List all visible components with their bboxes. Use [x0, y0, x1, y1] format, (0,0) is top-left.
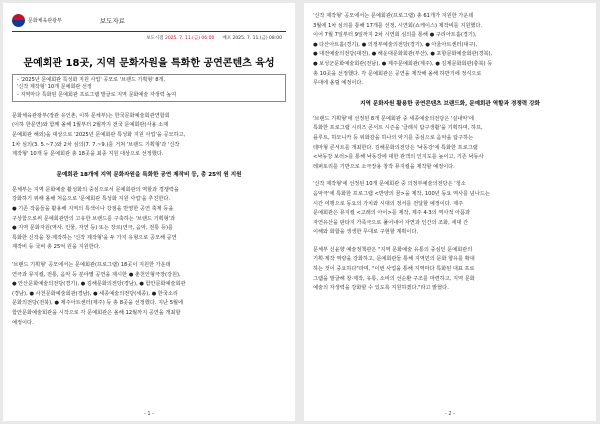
summary-line: '신작 제작형' 10개 문예회관 선정 [17, 84, 92, 91]
text-line: (경남), ● 사천문화예술회관(경남), ● 세종예술의전당(세종), ● 한국소리 [12, 290, 178, 297]
document-page-2 [304, 3, 596, 421]
text-line: 문화의전당(전북), ● 제주아트센터(제주) 등 총 8곳을 선정했다. 지난 5월에 [12, 300, 184, 307]
page-number: - 2 - [445, 411, 455, 417]
section-heading: 문예회관 18개에 지역 문화자원을 특화한 공연 제작비 등, 총 25억 원 지원 [56, 171, 242, 178]
text-line: 이해와 화합을 생생한 무대로 구현할 계획이다. [313, 229, 419, 236]
text-line: ● 기존 작품들을 활용해 지역의 특색이나 강점을 반영한 공연 축제 등을 [12, 206, 174, 213]
document-kind: 보도자료 [99, 16, 125, 25]
text-line: 강화하기 위해 올해 처음으로 '문예회관 특성화 지원 사업'을 추진한다. [12, 196, 171, 203]
text-line: 레퍼토리를 기반으로 소극장용 창작 뮤지컬을 제작할 예정이다. [313, 163, 455, 170]
body-paragraph [12, 186, 286, 253]
text-line: 하는 것이 중요하다"라며, "이번 사업을 통해 지역마다 특화된 대표 프로 [313, 266, 475, 273]
release-info [12, 35, 286, 41]
page-number: - 1 - [144, 411, 154, 417]
text-line: 문체부 신윤향 예술정책관은 "지역 문화예술 유통의 중심인 문예회관의 [313, 246, 473, 253]
text-line: ● 안산문화예술의전당(경기), ● 김해문화의전당(경남), ● 함안문화예술회관 [12, 281, 186, 288]
body-paragraph [313, 180, 587, 238]
text-line: '브랜드 기획형' 공모에서는 문예회관(프로그램) 18곳이 지원한 가운데 [12, 262, 171, 269]
text-line: 시간 여행으로 동요의 가치와 시대의 정서를 전달할 예정이다. 제주 [313, 200, 464, 207]
text-line: 구상함으로써 문예회관만의 고유한 브랜드를 구축하는 '브랜드 기획형'과 [12, 215, 176, 222]
ministry-logo-icon [12, 14, 25, 27]
body-paragraph [12, 261, 286, 328]
text-line: 테마형 콘서트를 개최한다. 김해문화의전당은 '낙동강'에 특화한 프로그램 [313, 144, 478, 151]
text-line: 특화한 신작을 창·제작하는 '신작 제작형'을 두 가지 유형으로 공모해 공연 [12, 234, 177, 241]
text-line: 제작비 등 국비 총 25억 원을 지원한다. [12, 244, 101, 251]
text-line: 자연유산을 판타지 가족극으로 풀어내어 자연과 인간의 조화, 세대 간 [313, 219, 469, 226]
text-line: 총 10곳을 선정했다. 각 문예회관은 공연을 제작해 올해 하반기에 정식으로 [313, 70, 482, 77]
release-label: 보도시점 [146, 36, 164, 41]
summary-line: - '2025년 문예회관 특성화 지원 사업' 공모로 '브랜드 기획형' 8개, [17, 77, 166, 83]
ministry-name: 문화체육관광부 [28, 17, 62, 24]
text-line: 예정이다. [12, 319, 34, 326]
text-line: ● 대전예술의전당(대전), ● 해운대문화회관(부산), ● 포항문화예술회관(경북), [313, 51, 493, 58]
release-date: 2025. 7. 11.(금) 06:00 [164, 36, 215, 41]
text-line: '브랜드 기획형'에 선정된 8개 문예회관 중 세종예술의전당은 '실내악'에 [313, 115, 474, 122]
text-line: 문화체육관광부(장관 유인촌, 이하 문체부)는 한국문화예술회관연합회 [12, 112, 170, 119]
document-header [12, 12, 286, 28]
text-line: 문체부는 지역 문화예술 활성화의 중심으로서 문예회관의 역할과 경쟁력을 [12, 186, 179, 193]
document-page-1 [3, 3, 295, 421]
text-line: 예술의 자생력을 강화할 수 있도록 지원하겠다."라고 밝혔다. [313, 285, 449, 292]
text-line: ● 지역 문화자원(역사, 인물, 자연 등) 또는 장르(연극, 음악, 전통 등)를 [12, 225, 173, 232]
text-line: 문예회관 해외)을 대상으로 '2025년 문예회관 특성화 지원 사업'을 공모하고, [12, 132, 186, 139]
text-line: 무대에 올릴 예정이다. [313, 80, 364, 87]
body-paragraph [313, 12, 587, 89]
document-title: 문예회관 18곳, 지역 문화자원을 특화한 공연콘텐츠 육성 [23, 58, 275, 69]
body-paragraph [313, 115, 587, 173]
text-line: 그램을 발굴해 창·제작, 유통, 소비의 선순환 구조를 마련하고, 지역 문화 [313, 275, 475, 282]
text-line: 기획·제작 역량을 강화하고, 문예회관들 통해 지역민의 문화 향유를 확대 [313, 256, 475, 263]
summary-box [12, 74, 286, 102]
header-divider [12, 31, 286, 32]
text-line: 음악극'에 특화한 프로그램 <반양의 꿈>을 제작, 100년 동요 역사를 넘나드는 [313, 190, 490, 197]
text-line: ● 다산아트홀(경기), ● 의정부예술의전당(경기), ● 아울아트센터(대구), [313, 41, 478, 48]
text-line: 문예회관은 뮤지컬 <고래의 아이>를 제작, 제주 4·3의 역사적 아픔과 [313, 210, 471, 217]
embargo-date: 2025. 7. 11.(금) 08:00 [232, 36, 282, 41]
text-line: '신작 제작형'에 선정된 10개 문예회관 중 의정부예술의전당은 '청소 [313, 181, 466, 188]
text-line: ● 보성군문화예술회관(전남), ● 제주문예회관(제주), ● 김제문화회관(충북) 등 [313, 60, 493, 67]
text-line: 3월에 1차 심의를 통해 17개를 선정, 시연회(쇼케이스) 제작비를 지원했다. [313, 22, 483, 29]
text-line: (이하 한문연)와 함께 올해 1월부터 2월까지 전국 문예회관(사용 소재 [12, 122, 169, 129]
body-paragraph [313, 246, 587, 294]
embargo-label: 배포 [222, 36, 232, 41]
text-line: 1차 심의(3. 5.~7.)와 2차 심의(7. 7.~9.)를 거쳐 '브랜드 기획형'과 '신작 [12, 141, 180, 148]
summary-line: - 지역마다 특화된 문예회관 프로그램 발굴로 지역 문화예술 자생력 높여 [17, 91, 177, 98]
text-line: 플루트, 하모니카 등 위화감을 하나의 악기를 중심으로 음악을 탐구하는 [313, 134, 474, 141]
text-line: <낙동강 보러>를 통해 낙동강에 대한 관객의 인지도를 높이고, 기존 낙동사 [313, 154, 484, 161]
text-line: 특화한 프로그램 시리즈 콘서트 시즌을 '클래식 탐구생활'을 기획하며, 하프, [313, 125, 483, 132]
section-heading: 지역 문화자원 활용한 공연콘텐츠 브랜드화, 문예회관 역할과 경쟁력 강화 [360, 100, 540, 107]
text-line: 제작형' 10개 등 문예회관 총 18곳을 최종 지원 대상으로 선정했다. [12, 151, 164, 158]
text-line: 이어 7월 7일부터 9일까지 2차 시연회 심의를 통해 ● 구리아트홀(경기), [313, 32, 477, 39]
text-line: '신작 제작형' 공모에서는 문예회관(프로그램) 총 61개가 지원한 가운데 [313, 13, 474, 19]
text-line: 함안문화예술회관을 시작으로 각 문예회관은 올해 12월까지 공연을 개최할 [12, 309, 181, 316]
text-line: 연극과 뮤지컬, 전통, 음악 등 분야별 공연을 제시한 ● 춘천인형극장(강원), [12, 271, 181, 278]
intro-paragraph [12, 112, 286, 160]
